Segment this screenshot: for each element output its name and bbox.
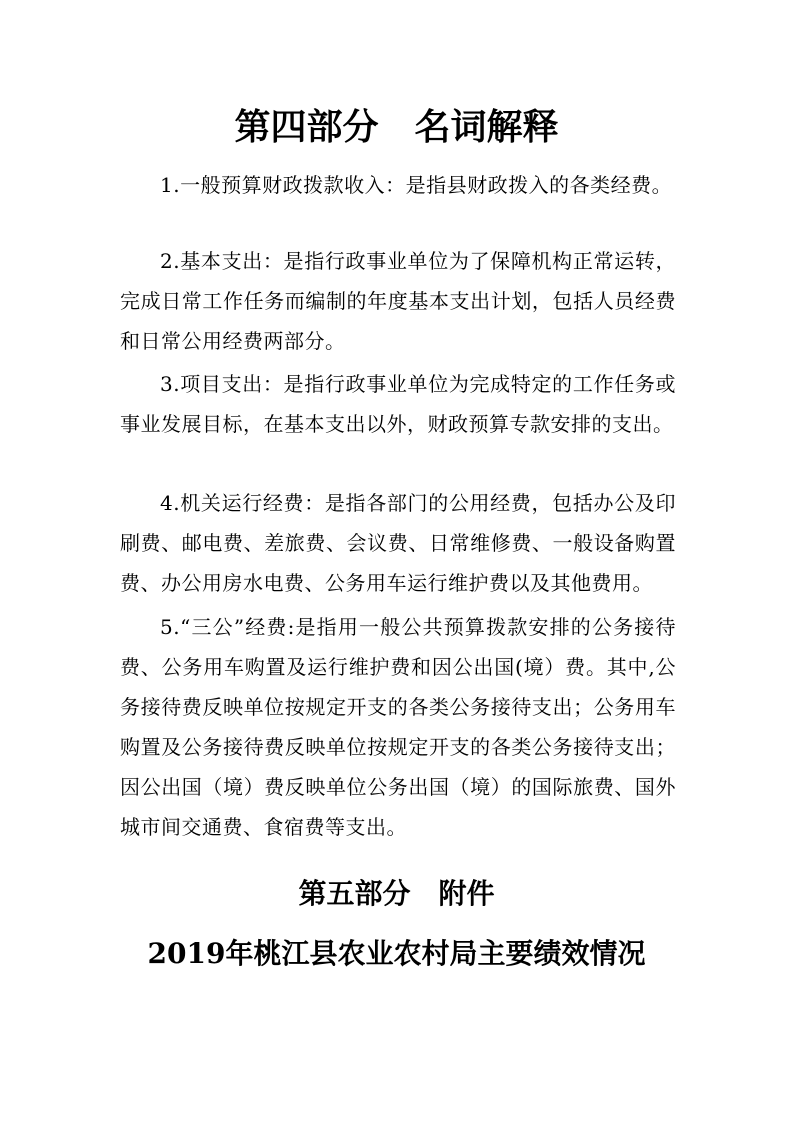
definition-basic-expenditure: 2.基本支出：是指行政事业单位为了保障机构正常运转，完成日常工作任务而编制的年度基本支出计划，包括人员经费和日常公用经费两部分。 — [120, 249, 676, 353]
definition-operating-expenses: 4.机关运行经费：是指各部门的公用经费，包括办公及印刷费、邮电费、差旅费、会议费、日常维修费、一般设备购置费、办公用房水电费、公务用车运行维护费以及其他费用。 — [120, 491, 676, 595]
definition-general-budget-revenue: 1.一般预算财政拨款收入：是指县财政拨入的各类经费。 — [160, 173, 673, 197]
section-title-glossary: 第四部分 名词解释 — [234, 107, 559, 148]
definition-three-public-expenses: 5.“三公”经费:是指用一般公共预算拨款安排的公务接待费、公务用车购置及运行维护费和因公出国(境）费。其中,公务接待费反映单位按规定开支的各类公务接待支出；公务用车购置及公务接待费反映单位按规定开支的各类公务接待支出；因公出国（境）费反映单位公务出国（境）的国际旅费、国外城市间交通费、食宿费等支出。 — [120, 615, 676, 839]
report-title: 2019年桃江县农业农村局主要绩效情况 — [147, 937, 646, 970]
section-title-appendix: 第五部分 附件 — [298, 877, 495, 910]
definition-project-expenditure: 3.项目支出：是指行政事业单位为完成特定的工作任务或事业发展目标，在基本支出以外，财政预算专款安排的支出。 — [120, 372, 676, 436]
